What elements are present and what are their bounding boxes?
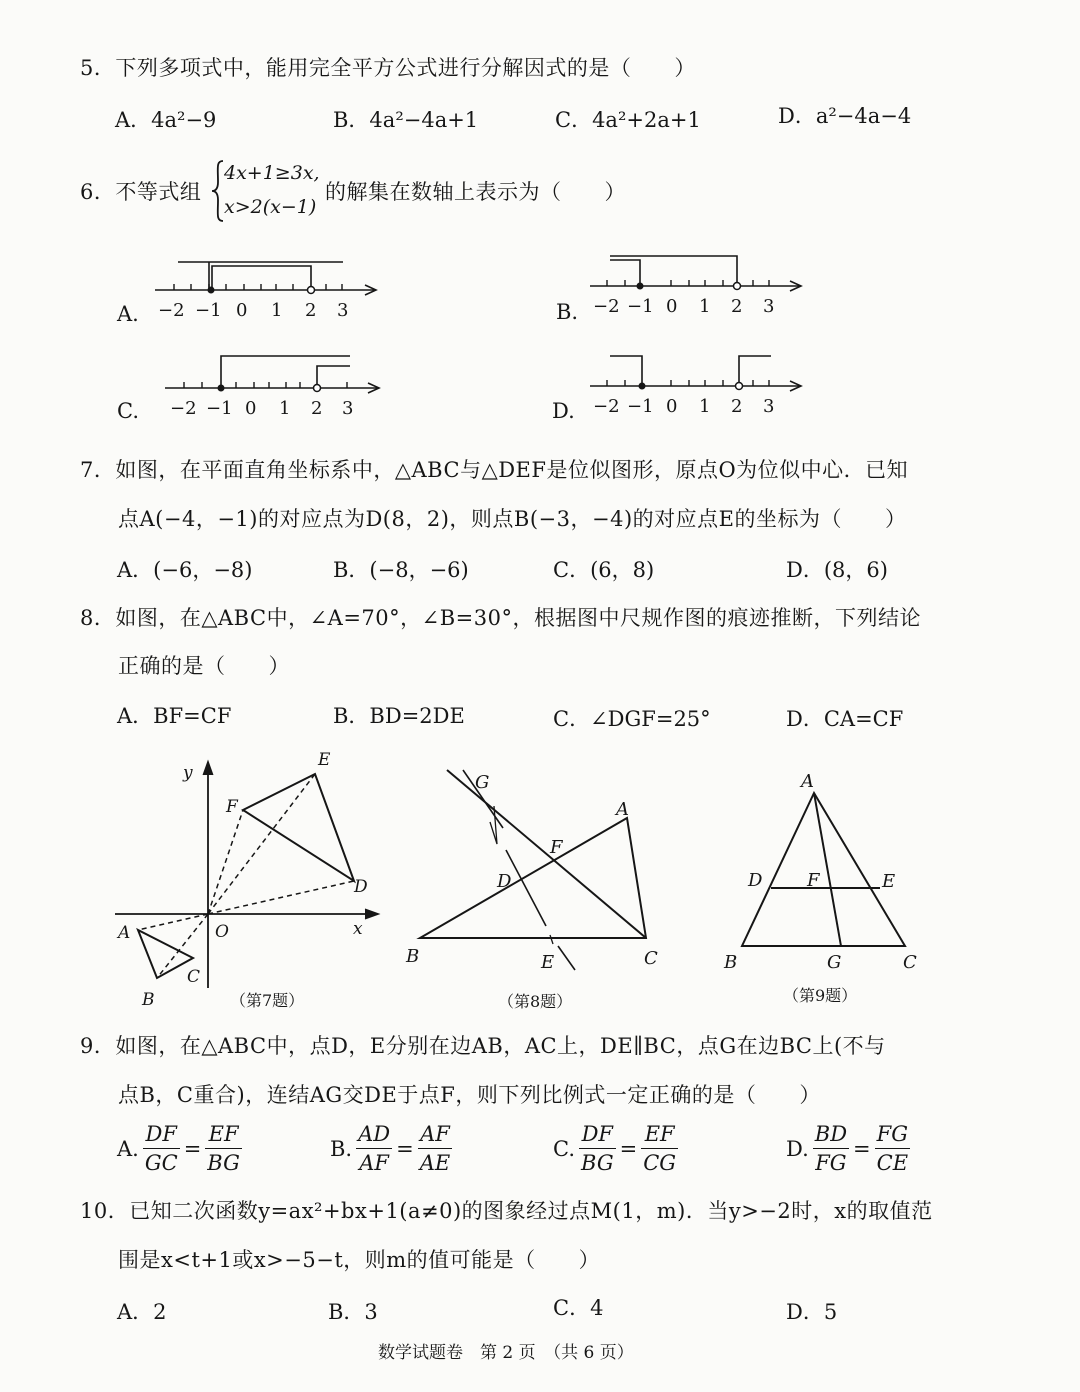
q10-line2: 围是x<t+1或x>−5−t，则m的值可能是（ ）	[118, 1248, 601, 1272]
q5-option-d[interactable]: D．a²−4a−4	[778, 104, 912, 128]
tick-label: 2	[731, 396, 743, 417]
q9-option-a[interactable]	[117, 1120, 242, 1177]
q7-option-c[interactable]: C．(6，8)	[553, 558, 655, 582]
equals-sign: =	[619, 1136, 638, 1161]
point-a-label: A	[118, 923, 131, 943]
q5-option-c[interactable]: C．4a²+2a+1	[555, 108, 701, 132]
tick-label: 1	[271, 300, 283, 321]
q7-line2: 点A(−4，−1)的对应点为D(8，2)，则点B(−3，−4)的对应点E的坐标为（ ）	[118, 507, 907, 531]
tick-label: −1	[195, 300, 222, 321]
q9-line1: 9．如图，在△ABC中，点D，E分别在边AB，AC上，DE∥BC，点G在边BC上(不与	[80, 1034, 886, 1058]
tick-label: −1	[627, 296, 654, 317]
origin-label: O	[215, 922, 229, 942]
q10-line1: 10．已知二次函数y=ax²+bx+1(a≠0)的图象经过点M(1，m)．当y>−2时，x的取值范	[80, 1199, 933, 1223]
q8-line1: 8．如图，在△ABC中，∠A=70°，∠B=30°，根据图中尺规作图的痕迹推断，下列结论	[80, 606, 921, 630]
point-c-label: C	[187, 967, 201, 987]
q8-option-c[interactable]: C．∠DGF=25°	[553, 707, 711, 731]
tick-label: 3	[763, 396, 775, 417]
option-label: C.	[553, 1136, 575, 1161]
point-g-label: G	[475, 772, 490, 793]
q10-option-d[interactable]: D．5	[786, 1300, 838, 1324]
tick-label: −2	[593, 396, 620, 417]
q8-line2: 正确的是（ ）	[118, 654, 290, 678]
fraction: $\frac{EF}{BG}$	[207, 1122, 240, 1175]
point-b-label: B	[142, 990, 155, 1010]
point-d-label: D	[497, 871, 512, 892]
equals-sign: =	[396, 1136, 414, 1161]
q6-option-b-label[interactable]: B.	[556, 300, 579, 324]
tick-label: 2	[311, 398, 323, 419]
tick-label: −2	[593, 296, 620, 317]
q6-option-d-label[interactable]: D.	[552, 399, 575, 423]
tick-label: −2	[158, 300, 185, 321]
point-e-label: E	[541, 952, 555, 973]
q9-option-d[interactable]	[786, 1120, 910, 1177]
point-f-label: F	[807, 870, 820, 891]
q8-option-d[interactable]: D．CA=CF	[786, 707, 904, 731]
figure-8-caption: （第8题）	[498, 992, 573, 1011]
tick-label: 2	[305, 300, 317, 321]
system-line1: 4x+1≥3x,	[224, 162, 320, 184]
option-label: A.	[117, 1136, 139, 1161]
point-e-label: E	[882, 871, 896, 892]
q5-option-a[interactable]: A．4a²−9	[115, 108, 217, 132]
fraction: $\frac{AF}{AE}$	[419, 1122, 451, 1175]
axis-y-label: y	[183, 763, 193, 783]
equals-sign: =	[853, 1136, 871, 1161]
equals-sign: =	[183, 1136, 202, 1161]
q6-stem-suffix: 的解集在数轴上表示为（ ）	[325, 180, 626, 204]
q9-option-c[interactable]	[553, 1120, 678, 1177]
q5-option-b[interactable]: B．4a²−4a+1	[333, 108, 479, 132]
tick-label: −1	[206, 398, 233, 419]
point-e-label: E	[318, 750, 331, 770]
figure-9	[715, 765, 925, 1015]
option-label: D.	[786, 1136, 809, 1161]
point-g-label: G	[827, 952, 842, 973]
point-a-label: A	[616, 799, 629, 820]
point-c-label: C	[644, 948, 658, 969]
tick-label: 3	[337, 300, 349, 321]
page-footer: 数学试题卷 第 2 页 （共 6 页）	[378, 1343, 634, 1363]
q10-option-c[interactable]: C．4	[553, 1296, 604, 1320]
q9-line2: 点B，C重合)，连结AG交DE于点F，则下列比例式一定正确的是（ ）	[118, 1083, 821, 1107]
number-line-b	[585, 248, 810, 323]
tick-label: −2	[170, 398, 197, 419]
figure-7-caption: （第7题）	[230, 991, 305, 1010]
tick-label: 3	[342, 398, 354, 419]
system-line2: x>2(x−1)	[224, 196, 317, 218]
q6-stem-prefix: 6．不等式组	[80, 180, 202, 204]
point-d-label: D	[354, 877, 368, 897]
figure-8	[400, 760, 685, 1015]
q6-option-c-label[interactable]: C.	[117, 399, 139, 423]
fraction: $\frac{EF}{CG}$	[643, 1122, 677, 1175]
q10-option-a[interactable]: A．2	[117, 1300, 167, 1324]
point-b-label: B	[724, 952, 738, 973]
q8-option-b[interactable]: B．BD=2DE	[333, 704, 465, 728]
option-label: B.	[330, 1136, 353, 1161]
q6-option-a-label[interactable]: A.	[117, 302, 139, 326]
figure-9-caption: （第9题）	[783, 986, 858, 1005]
q8-option-a[interactable]: A．BF=CF	[117, 704, 232, 728]
number-line-a	[150, 250, 385, 325]
tick-label: 1	[279, 398, 291, 419]
tick-label: 2	[731, 296, 743, 317]
fraction: $\frac{AD}{AF}$	[358, 1122, 391, 1175]
point-b-label: B	[406, 946, 420, 967]
q7-line1: 7．如图，在平面直角坐标系中，△ABC与△DEF是位似图形，原点O为位似中心．已知	[80, 458, 909, 482]
q7-option-d[interactable]: D．(8，6)	[786, 558, 888, 582]
number-line-c	[160, 348, 385, 423]
q7-option-b[interactable]: B．(−8，−6)	[333, 558, 469, 582]
tick-label: 0	[236, 300, 248, 321]
point-c-label: C	[903, 952, 917, 973]
point-a-label: A	[801, 771, 814, 792]
q9-option-b[interactable]	[330, 1120, 452, 1177]
tick-label: 0	[666, 296, 678, 317]
tick-label: 1	[699, 296, 711, 317]
tick-label: 3	[763, 296, 775, 317]
fraction: $\frac{DF}{BG}$	[581, 1122, 614, 1175]
point-d-label: D	[748, 870, 763, 891]
fraction: $\frac{FG}{CE}$	[876, 1122, 909, 1175]
fraction: $\frac{DF}{GC}$	[144, 1122, 178, 1175]
axis-x-label: x	[353, 919, 363, 939]
fraction: $\frac{BD}{FG}$	[814, 1122, 848, 1175]
q5-stem: 5．下列多项式中，能用完全平方公式进行分解因式的是（ ）	[80, 56, 696, 80]
tick-label: 1	[699, 396, 711, 417]
tick-label: 0	[245, 398, 257, 419]
point-f-label: F	[550, 837, 563, 858]
q10-option-b[interactable]: B．3	[328, 1300, 378, 1324]
point-f-label: F	[226, 797, 238, 817]
number-line-d	[585, 348, 810, 423]
figure-7	[105, 748, 395, 1018]
tick-label: 0	[666, 396, 678, 417]
q7-option-a[interactable]: A．(−6，−8)	[117, 558, 253, 582]
tick-label: −1	[627, 396, 654, 417]
